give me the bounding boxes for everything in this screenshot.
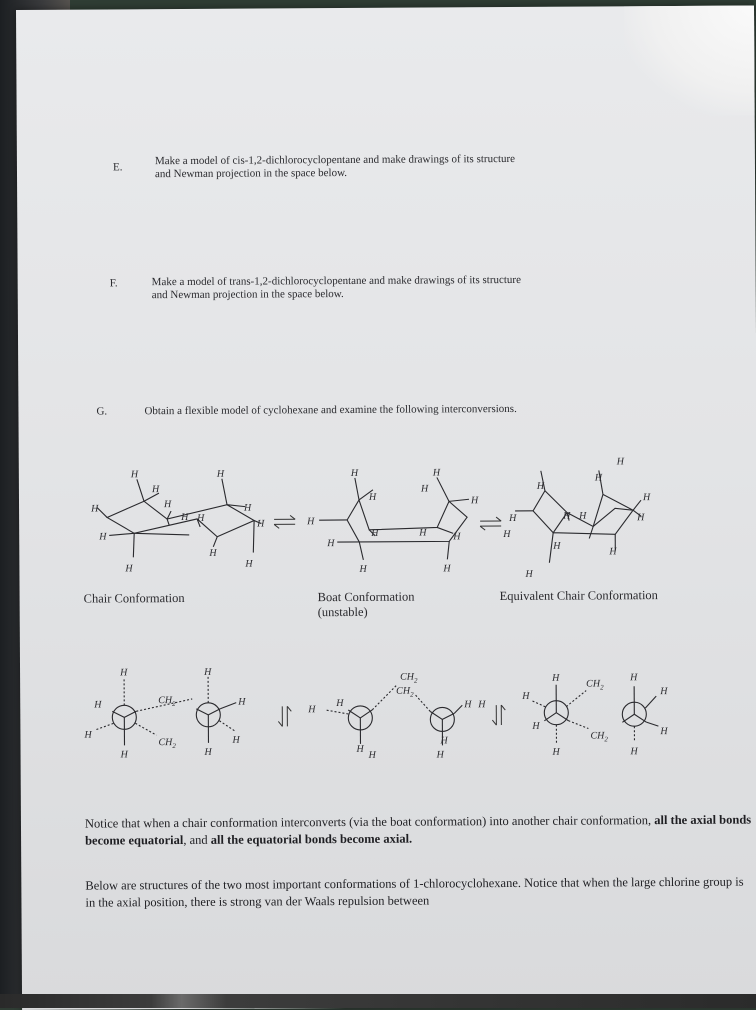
atom-h: H [420, 483, 429, 494]
atom-h: H [350, 468, 359, 479]
atom-ch2-base: CH [158, 695, 173, 706]
atom-h: H [306, 516, 315, 527]
atom-h: H [256, 518, 265, 529]
atom-h: H [642, 492, 651, 503]
atom-h: H [368, 750, 377, 761]
atom-ch2-subscript: 2 [172, 700, 176, 708]
equilibrium-arrows-vertical-icon [488, 701, 510, 731]
atom-ch2-base: CH [158, 737, 173, 748]
atom-h: H [463, 699, 472, 710]
atom-h: H [204, 747, 213, 758]
item-f-text [152, 273, 672, 302]
desk-edge [0, 994, 756, 1008]
atom-ch2-subscript: 2 [172, 742, 176, 750]
item-g-text [144, 402, 704, 418]
atom-ch2 [586, 678, 604, 691]
atom-h: H [196, 513, 205, 524]
atom-ch2 [590, 730, 608, 743]
atom-h: H [237, 697, 246, 708]
atom-h: H [244, 559, 253, 570]
atom-h: H [368, 492, 377, 503]
atom-h: H [536, 481, 545, 492]
atom-h: H [442, 563, 451, 574]
atom-h: H [552, 541, 561, 552]
caption-chair: Chair Conformation [84, 591, 185, 607]
atom-h: H [243, 503, 252, 514]
equivalent-chair-perspective-drawing [505, 450, 676, 576]
paragraph-notice-part-1: Notice that when a chair conformation interconverts (via the boat conformation) into another chair conformation, [85, 813, 654, 830]
atom-ch2 [396, 686, 414, 699]
atom-h: H [470, 495, 479, 506]
caption-equivalent-chair: Equivalent Chair Conformation [500, 588, 658, 604]
atom-h: H [578, 511, 587, 522]
atom-h: H [120, 749, 129, 760]
atom-h: H [551, 673, 560, 684]
atom-h: H [524, 569, 533, 580]
atom-h: H [163, 499, 172, 510]
atom-h: H [130, 469, 139, 480]
item-e-line-2: and Newman projection in the space below. [155, 165, 675, 181]
atom-h: H [124, 563, 133, 574]
atom-h: H [208, 548, 217, 559]
chair-perspective-drawing [89, 460, 280, 581]
equivalent-chair-newman-projection [510, 654, 691, 765]
item-e-line-1: Make a model of cis-1,2-dichlorocyclopentane and make drawings of its structure [155, 152, 675, 168]
equilibrium-arrows-icon [271, 513, 299, 531]
item-g-letter: G. [96, 405, 107, 417]
atom-h: H [307, 704, 316, 715]
equilibrium-arrows-icon [477, 515, 505, 533]
atom-h: H [659, 686, 668, 697]
page-curl [624, 5, 755, 116]
atom-h: H [203, 667, 212, 678]
paragraph-notice-part-2: , and [183, 833, 211, 847]
atom-ch2-subscript: 2 [604, 735, 608, 743]
atom-h: H [452, 531, 461, 542]
atom-h: H [335, 698, 344, 709]
atom-ch2 [400, 672, 418, 685]
atom-h: H [90, 504, 99, 515]
atom-h: H [521, 691, 530, 702]
caption-boat [318, 590, 415, 621]
atom-h: H [594, 472, 603, 483]
atom-h: H [98, 531, 107, 542]
atom-h: H [531, 721, 540, 732]
atom-ch2-subscript: 2 [410, 691, 414, 699]
atom-h: H [477, 699, 486, 710]
atom-h: H [370, 528, 379, 539]
item-f-line-2: and Newman projection in the space below. [152, 286, 672, 302]
boat-perspective-drawing [297, 459, 498, 580]
atom-h: H [562, 511, 571, 522]
atom-h: H [616, 456, 625, 467]
atom-h: H [432, 467, 441, 478]
atom-h: H [216, 469, 225, 480]
chair-newman-projection [84, 656, 275, 767]
worksheet-page [16, 5, 756, 1009]
atom-h: H [180, 512, 189, 523]
item-e-text [155, 152, 675, 181]
atom-h: H [151, 484, 160, 495]
atom-ch2-subscript: 2 [414, 677, 418, 685]
boat-newman-projection [300, 659, 481, 770]
item-g-line-1: Obtain a flexible model of cyclohexane and examine the following interconversions. [144, 402, 704, 418]
atom-h: H [358, 564, 367, 575]
atom-h: H [508, 513, 517, 524]
atom-h: H [608, 546, 617, 557]
caption-boat-line-1: Boat Conformation [318, 590, 415, 606]
item-e-letter: E. [113, 161, 123, 173]
atom-h: H [83, 730, 92, 741]
paragraph-notice [85, 812, 755, 850]
atom-h: H [439, 735, 448, 746]
atom-ch2-subscript: 2 [600, 683, 604, 691]
atom-ch2 [158, 737, 176, 750]
atom-h: H [436, 749, 445, 760]
paragraph-notice-bold-1: all the axial bonds become equatorial [85, 813, 751, 848]
atom-h: H [636, 512, 645, 523]
atom-h: H [355, 744, 364, 755]
atom-ch2-base: CH [400, 672, 415, 683]
atom-ch2-base: CH [586, 678, 601, 689]
atom-h: H [119, 667, 128, 678]
atom-h: H [630, 746, 639, 757]
atom-h: H [326, 538, 335, 549]
item-f-line-1: Make a model of trans-1,2-dichlorocyclopentane and make drawings of its structure [152, 273, 672, 289]
caption-boat-line-2: (unstable) [318, 605, 415, 621]
atom-h: H [93, 699, 102, 710]
atom-h: H [659, 726, 668, 737]
atom-ch2-base: CH [590, 730, 605, 741]
equilibrium-arrows-vertical-icon [274, 702, 296, 732]
atom-h: H [502, 529, 511, 540]
paragraph-below: Below are structures of the two most important conformations of 1-chlorocyclohexane. Notice that when the large chlorine group is in the axial position, there is strong van der Waals repulsion between [85, 874, 755, 912]
atom-ch2-base: CH [396, 686, 411, 697]
atom-h: H [231, 735, 240, 746]
atom-h: H [418, 527, 427, 538]
atom-h: H [629, 672, 638, 683]
item-f-letter: F. [110, 277, 118, 289]
atom-h: H [552, 747, 561, 758]
paragraph-notice-bold-2: all the equatorial bonds become axial. [211, 832, 412, 847]
